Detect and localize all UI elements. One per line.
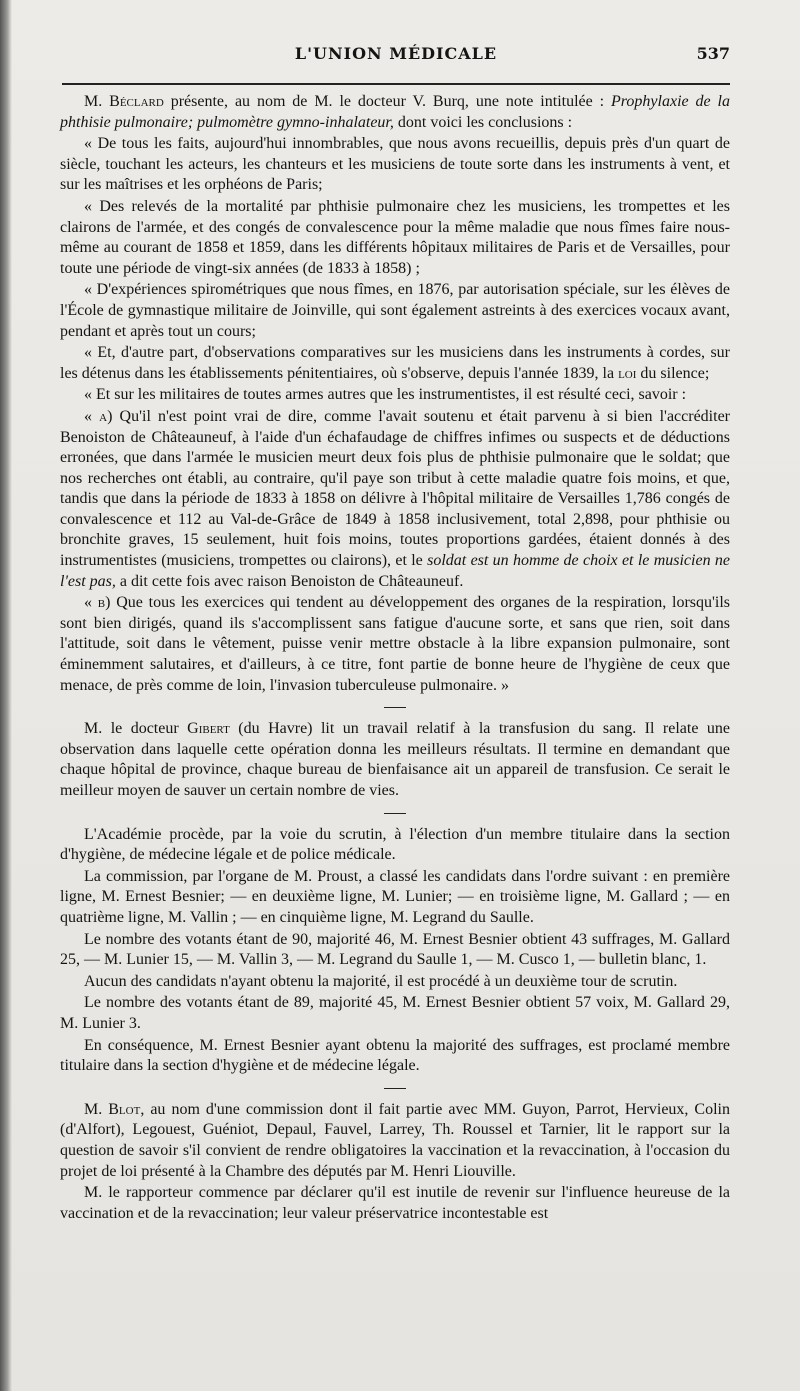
text-run: Le nombre des votants étant de 90, majorité 46, M. Ernest Besnier obtient 43 suffrages, M. Gallard 25, — M. Lunier 15, — M. Vallin 3, — M. Legrand du Saulle 1, — M. Cusco 1, — bulletin blanc, 1. [60,930,730,969]
header-rule [62,83,730,85]
text-run: M. [84,93,110,110]
text-run: ) Que tous les exercices qui tendent au développement des organes de la respiration, lorsqu'ils sont bien dirigés, quand ils s'accomplissent sans fatigue d'aucune sorte, et sans que rien, soit dans l'attitude, soit dans le vêtement, puisse venir mettre obstacle à la libre expansion pulmonaire, sont éminemment salutaires, et d'ailleurs, à ce titre, font partie de bonne heure de l'hygiène de ceux que menace, de près comme de loin, l'invasion tuberculeuse pulmonaire. » [60,594,731,694]
article-body [60,92,730,1225]
text-run: Aucun des candidats n'ayant obtenu la majorité, il est procédé à un deuxième tour de scrutin. [84,972,678,990]
section-separator [384,1088,406,1089]
paragraph-conclusion-a [60,407,730,592]
text-run: « D'expériences spirométriques que nous fîmes, en 1876, par autorisation spéciale, sur les élèves de l'École de gymnastique militaire de Joinville, qui sont également astreints à des exercices vocaux avant, pendant et après tout un cours; [60,281,730,340]
paragraph-beclard [60,92,730,133]
text-run: L'Académie procède, par la voie du scrutin, à l'élection d'un membre titulaire dans la section d'hygiène, de médecine légale et de police médicale. [60,825,730,864]
paragraph-gibert [60,719,730,801]
text-run: Prophylaxie de la phthisie pulmonaire; pulmomètre gymno-inhalateur, [60,93,730,131]
paragraph-second-round [60,972,730,993]
paragraph-conclusion-4 [60,343,730,384]
text-run: Le nombre des votants étant de 89, majorité 45, M. Ernest Besnier obtient 57 voix, M. Gallard 29, M. Lunier 3. [60,994,730,1032]
text-run: Blot [108,1100,141,1118]
text-run: du silence; [636,364,710,382]
text-run: « [84,407,100,425]
text-run: « De tous les faits, aujourd'hui innombrables, que nous avons recueillis, depuis près d'un quart de siècle, touchant les acteurs, les chanteurs et les musiciens de toute sorte dans les instruments à vent, et sur les maîtrises et les orphéons de Paris; [60,135,730,194]
paragraph-election [60,825,730,866]
paragraph-rapporteur [60,1183,730,1224]
text-run: « Des relevés de la mortalité par phthisie pulmonaire chez les musiciens, les trompettes et les clairons de l'armée, et des congés de convalescence pour la même maladie que nous fîmes faire nous-même au courant de 1858 et 1859, dans les différents hôpitaux militaires de Paris et de Versailles, pour toute une période de vingt-six années (de 1833 à 1858) ; [60,197,730,277]
paragraph-first-vote [60,930,730,971]
paragraph-conclusion-3 [60,280,730,342]
section-separator [384,707,406,708]
text-run: ) Qu'il n'est point vrai de dire, comme l'avait soutenu et était parvenu à si bien l'accréditer Benoiston de Châteauneuf, à l'aide d'un échafaudage de chiffres infimes ou suspects et de déductions erronées, que dans l'armée le musicien meurt deux fois plus de phthisie pulmonaire que le soldat; que nos recherches ont établi, au contraire, qu'il paye son tribut à cette maladie quatre fois moins, et que, tandis que dans la période de 1833 à 1858 on délivre à l'hôpital militaire de Versailles 1,786 congés de convalescence et 112 au Val-de-Grâce de 1849 à 1858 inclusivement, total 2,898, pour phthisie ou bronchite graves, 15 seulement, huit fois moins, toutes proportions gardées, étaient donnés à des instrumentistes (musiciens, trompettes ou clairons), et le [60,407,730,570]
page-header [60,44,732,70]
text-run: soldat est un homme de choix et le musicien ne l'est pas, [60,552,731,590]
page-number: 537 [696,44,730,63]
text-run: Béclard [109,93,164,110]
text-run: dont voici les conclusions : [393,113,573,131]
text-run: a dit cette fois avec raison Benoiston de Châteauneuf. [115,572,464,590]
text-run: présente, au nom de M. le docteur V. Burq, une note intitulée : [163,93,612,110]
text-run: a [99,407,108,425]
text-run: En conséquence, M. Ernest Besnier ayant obtenu la majorité des suffrages, est proclamé membre titulaire dans la section d'hygiène et de médecine légale. [60,1036,730,1075]
text-run: b [97,594,106,612]
paragraph-commission [60,867,730,929]
text-run: La commission, par l'organe de M. Proust, a classé les candidats dans l'ordre suivant : en première ligne, M. Ernest Besnier; — en deuxième ligne, M. Lunier; — en troisième ligne, M. Gallard ; — en quatrième ligne, M. Vallin ; — en cinquième ligne, M. Legrand du Saulle. [60,867,730,926]
paragraph-second-vote [60,993,730,1034]
paragraph-proclamation [60,1036,730,1077]
paragraph-conclusion-5 [60,385,730,406]
paragraph-conclusion-b [60,593,730,696]
paragraph-conclusion-2 [60,197,730,279]
page-edge-shadow [0,0,12,1391]
running-title: L'UNION MÉDICALE [294,44,498,63]
section-separator [384,813,406,814]
text-run: « Et, d'autre part, d'observations comparatives sur les musiciens dans les instruments à cordes, sur les détenus dans les établissements pénitentiaires, où s'observe, depuis l'année 1839, la [60,344,730,382]
text-run: (du Havre) lit un travail relatif à la transfusion du sang. Il relate une observation dans laquelle cette opération donna les meilleurs résultats. Il termine en demandant que chaque hôpital de province, chaque bureau de bienfaisance ait un appareil de transfusion. Ce serait le meilleur moyen de sauver un certain nombre de vies. [60,720,730,799]
text-run: , au nom d'une commission dont il fait partie avec MM. Guyon, Parrot, Hervieux, Colin (d'Alfort), Legouest, Guéniot, Depaul, Fauvel, Larrey, Th. Roussel et Tarnier, lit le rapport sur la question de savoir s'il convient de rendre obligatoires la vaccination et la revaccination, à l'occasion du projet de loi présenté à la Chambre des députés par M. Henri Liouville. [60,1100,730,1180]
paragraph-conclusion-1 [60,134,730,196]
text-run: « [84,594,98,612]
text-run: M. le docteur [84,720,188,738]
text-run: « Et sur les militaires de toutes armes autres que les instrumentistes, il est résulté ceci, savoir : [84,386,687,404]
text-run: loi [618,364,637,382]
text-run: M. [84,1100,109,1118]
text-run: Gibert [187,720,230,738]
paragraph-blot [60,1100,730,1182]
text-run: M. le rapporteur commence par déclarer qu'il est inutile de revenir sur l'influence heureuse de la vaccination et de la revaccination; leur valeur préservatrice incontestable est [60,1184,730,1222]
